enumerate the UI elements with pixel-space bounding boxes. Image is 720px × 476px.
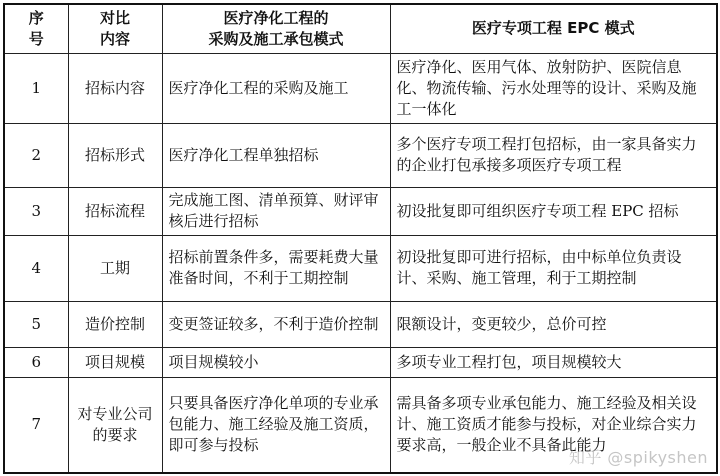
- row-col-b: 需具备多项专业承包能力、施工经验及相关设计、施工资质才能参与投标，对企业综合实力要求高，一般企业不具备此能力: [390, 377, 717, 473]
- header-dimension: [68, 4, 162, 53]
- row-dimension: 项目规模: [68, 347, 162, 377]
- header-col-a-line1: 医疗净化工程的: [223, 8, 329, 27]
- header-dimension-line1: 对比: [99, 8, 130, 27]
- row-dimension: 招标流程: [68, 187, 162, 235]
- watermark-text: 知乎 @spikyshen: [568, 448, 708, 467]
- header-no: [4, 4, 68, 53]
- row-col-a: 招标前置条件多，需要耗费大量准备时间，不利于工期控制: [162, 235, 390, 301]
- row-dimension: 工期: [68, 235, 162, 301]
- row-dimension: 造价控制: [68, 301, 162, 347]
- row-no: 5: [4, 301, 68, 347]
- row-no: 6: [4, 347, 68, 377]
- table-row: [4, 123, 717, 187]
- row-no: 1: [4, 53, 68, 123]
- row-col-a: 医疗净化工程的采购及施工: [162, 53, 390, 123]
- table-row: [4, 187, 717, 235]
- header-row: [4, 4, 717, 53]
- header-col-a-line2: 采购及施工承包模式: [208, 29, 344, 48]
- row-col-b: 多项专业工程打包，项目规模较大: [390, 347, 717, 377]
- row-col-a: 医疗净化工程单独招标: [162, 123, 390, 187]
- row-col-b: 医疗净化、医用气体、放射防护、医院信息化、物流传输、污水处理等的设计、采购及施工一体化: [390, 53, 717, 123]
- table-row: [4, 235, 717, 301]
- table-row: [4, 301, 717, 347]
- table-row: [4, 347, 717, 377]
- row-no: 2: [4, 123, 68, 187]
- row-no: 7: [4, 377, 68, 473]
- row-dimension: 对专业公司的要求: [68, 377, 162, 473]
- header-dimension-line2: 内容: [99, 29, 130, 48]
- row-col-a: 项目规模较小: [162, 347, 390, 377]
- table-row: [4, 53, 717, 123]
- header-col-b: 医疗专项工程 EPC 模式: [390, 4, 717, 53]
- row-col-b: 多个医疗专项工程打包招标，由一家具备实力的企业打包承接多项医疗专项工程: [390, 123, 717, 187]
- row-col-b: 初设批复即可组织医疗专项工程 EPC 招标: [390, 187, 717, 235]
- header-no-line1: 序: [28, 8, 44, 27]
- row-dimension: 招标形式: [68, 123, 162, 187]
- row-col-a: 只要具备医疗净化单项的专业承包能力、施工经验及施工资质，即可参与投标: [162, 377, 390, 473]
- row-col-b: 限额设计，变更较少，总价可控: [390, 301, 717, 347]
- comparison-table: [3, 3, 718, 474]
- row-col-a: 变更签证较多，不利于造价控制: [162, 301, 390, 347]
- row-col-b: 初设批复即可进行招标，由中标单位负责设计、采购、施工管理，利于工期控制: [390, 235, 717, 301]
- header-no-line2: 号: [28, 29, 44, 48]
- row-no: 3: [4, 187, 68, 235]
- row-col-a: 完成施工图、清单预算、财评审核后进行招标: [162, 187, 390, 235]
- row-no: 4: [4, 235, 68, 301]
- header-col-a: [162, 4, 390, 53]
- row-dimension: 招标内容: [68, 53, 162, 123]
